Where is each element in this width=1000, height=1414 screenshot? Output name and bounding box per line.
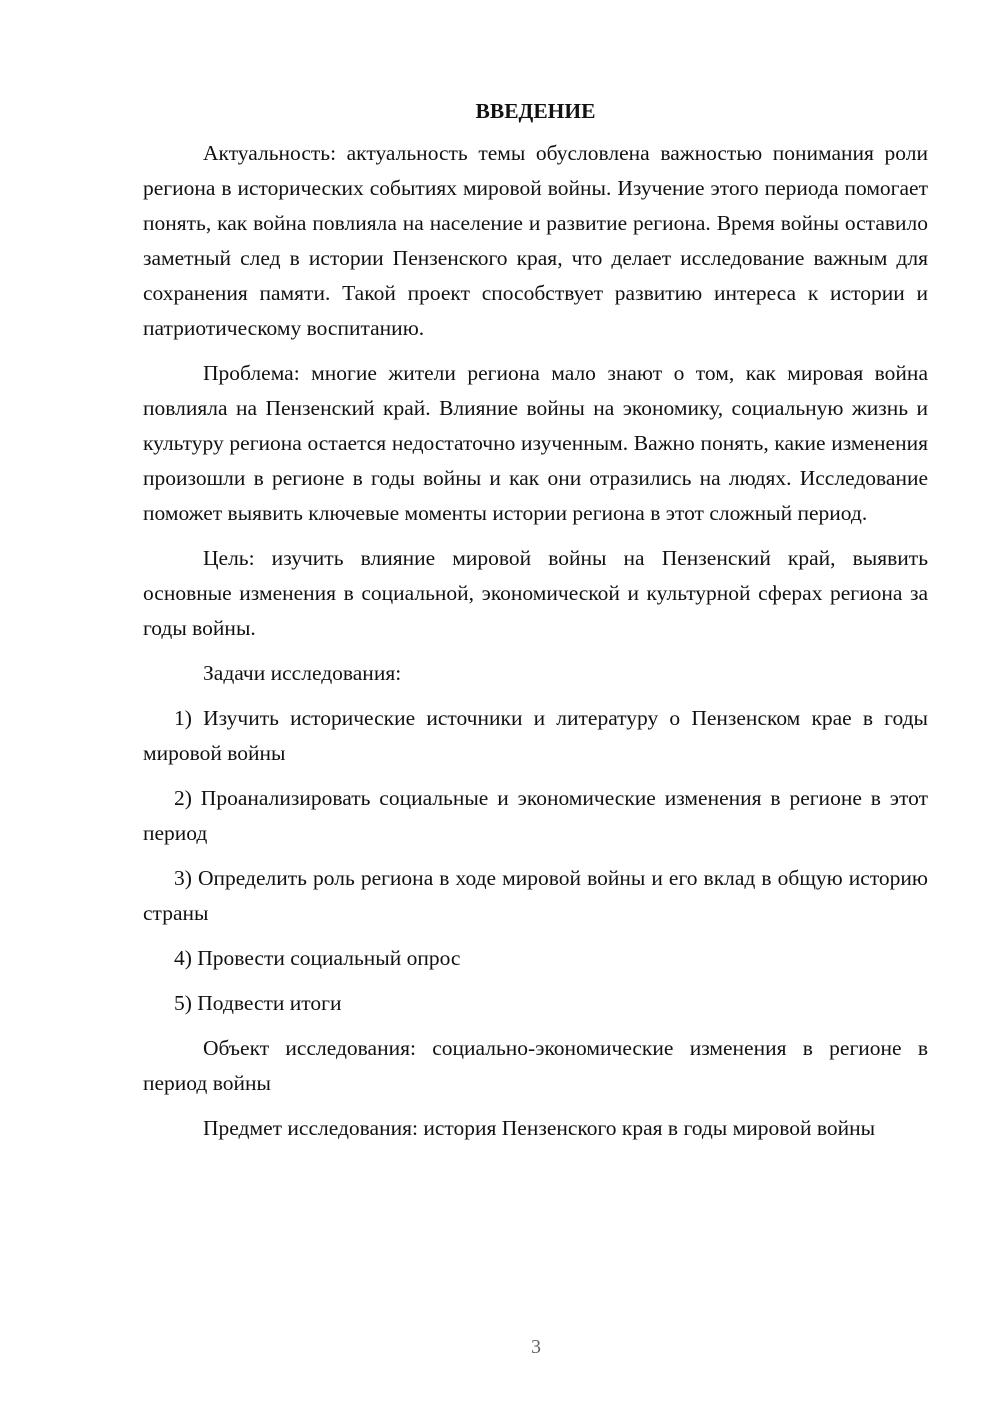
paragraph-object: Объект исследования: социально-экономические изменения в регионе в период войны — [143, 1036, 928, 1095]
page-number: 3 — [531, 1336, 541, 1358]
task-item-2: 2) Проанализировать социальные и экономические изменения в регионе в этот период — [143, 786, 928, 845]
tasks-heading: Задачи исследования: — [203, 661, 402, 685]
paragraph-goal: Цель: изучить влияние мировой войны на Пензенский край, выявить основные изменения в социальной, экономической и культурной сферах региона за годы войны. — [143, 546, 928, 640]
paragraph-subject: Предмет исследования: история Пензенского края в годы мировой войны — [203, 1116, 876, 1140]
task-item-1: 1) Изучить исторические источники и литературу о Пензенском крае в годы мировой войны — [143, 706, 928, 765]
page-content — [143, 94, 928, 1156]
paragraph-problem: Проблема: многие жители региона мало знают о том, как мировая война повлияла на Пензенский край. Влияние войны на экономику, социальную жизнь и культуру региона остается недостаточно изученным. Важно понять, какие изменения произошли в регионе в годы войны и как они отразились на людях. Исследование поможет выявить ключевые моменты истории региона в этот сложный период. — [143, 361, 928, 525]
task-item-5: 5) Подвести итоги — [174, 991, 342, 1015]
paragraph-relevance: Актуальность: актуальность темы обусловлена важностью понимания роли региона в исторических событиях мировой войны. Изучение этого периода помогает понять, как война повлияла на население и развитие региона. Время войны оставило заметный след в истории Пензенского края, что делает исследование важным для сохранения памяти. Такой проект способствует развитию интереса к истории и патриотическому воспитанию. — [143, 141, 928, 340]
task-item-4: 4) Провести социальный опрос — [174, 946, 461, 970]
task-item-3: 3) Определить роль региона в ходе мировой войны и его вклад в общую историю страны — [143, 866, 928, 925]
section-title: ВВЕДЕНИЕ — [475, 99, 596, 123]
